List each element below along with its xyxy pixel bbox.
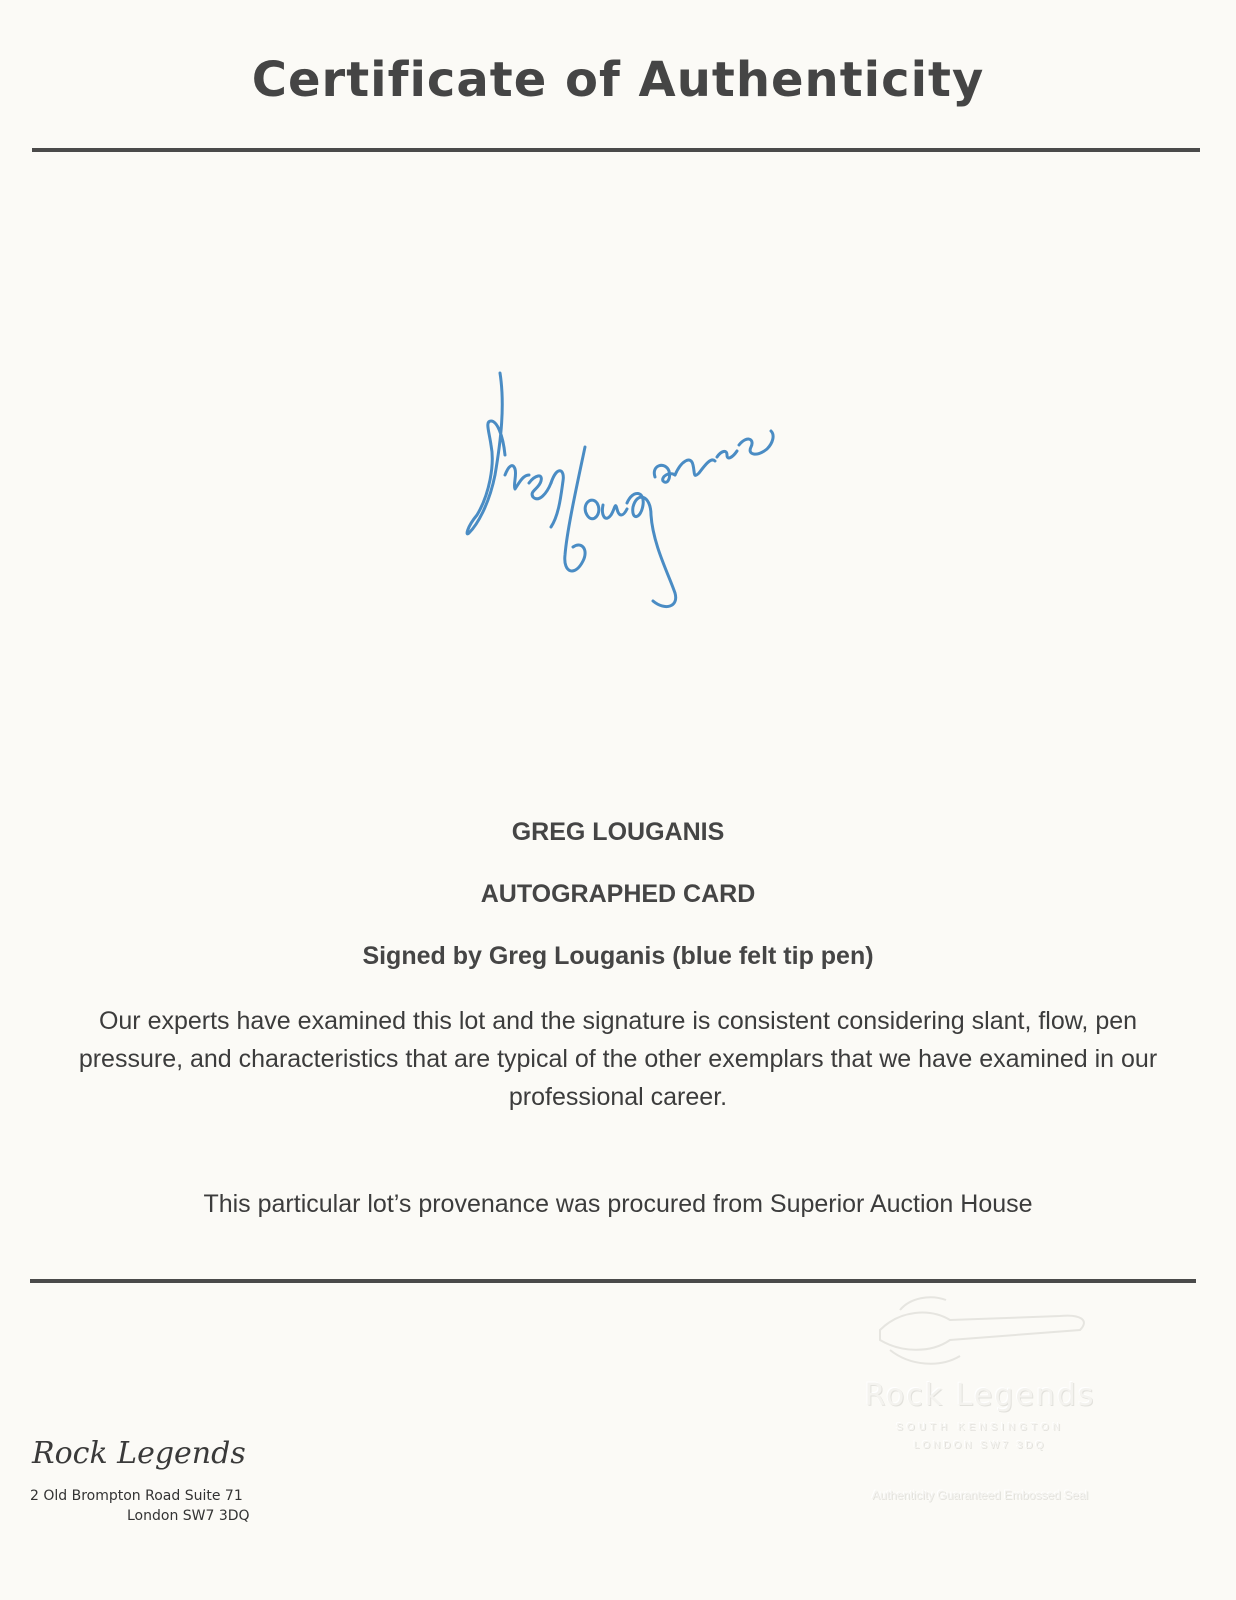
provenance-statement: This particular lot’s provenance was procured from Superior Auction House [203,1190,1033,1218]
item-description: AUTOGRAPHED CARD [480,880,756,908]
address-line-2: London SW7 3DQ [127,1508,250,1524]
signed-by-line: Signed by Greg Louganis (blue felt tip pen) [362,942,874,970]
seal-line-2: LONDON SW7 3DQ [913,1440,1047,1451]
top-divider [32,148,1200,152]
subject-name: GREG LOUGANIS [511,818,725,846]
bottom-divider [30,1279,1196,1283]
guitar-emblem-icon [760,1290,1200,1380]
seal-line-1: SOUTH KENSINGTON [896,1422,1064,1433]
embossed-seal [760,1290,1200,1550]
seal-name: Rock Legends [864,1378,1096,1413]
address-line-1: 2 Old Brompton Road Suite 71 [30,1488,243,1504]
seal-line-3: Authenticity Guaranteed Embossed Seal [871,1488,1089,1502]
authentication-statement: Our experts have examined this lot and the signature is consistent considering slant, flow, pen pressure, and characteristics that are typical of the other exemplars that we have examined in our professional career. [78,1007,1158,1111]
company-logo: Rock Legends [32,1436,246,1471]
certificate-title: Certificate of Authenticity [251,52,985,108]
handwritten-signature [455,365,795,635]
